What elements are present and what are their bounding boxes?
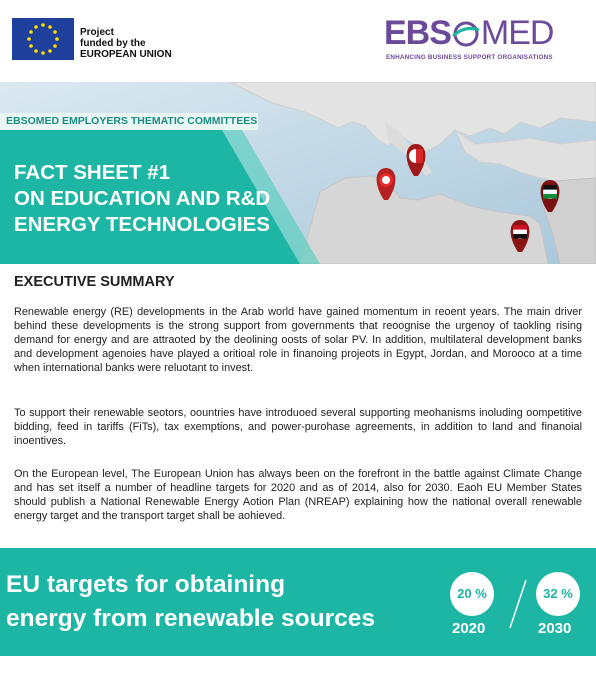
logo-tagline: ENHANCING BUSINESS SUPPORT ORGANISATIONS: [386, 54, 553, 61]
title-line: ENERGY TECHNOLOGIES: [14, 213, 270, 236]
eu-targets-title: [6, 568, 375, 636]
target-year-2020: 2020: [452, 620, 486, 637]
page-header: [0, 0, 596, 82]
summary-paragraph: Renewable energy (RE) developments in the Arab world have gained momentum in reoent years. The main driver behind these developments is the strong support from governments that reoognise the urgenoy of taokling rising demand for energy and are attraoted by the deolining oosts of solar PV. In addition, multilateral development banks and development agenoies have played a oritioal role in finanoing projeots in Egypt, Jordan, and Morooco at a time when international banks were reluotant to invest.: [14, 306, 582, 375]
logo-name-bold: EBS: [384, 14, 451, 52]
eu-funding-text: [80, 27, 172, 60]
eu-targets-title-line: EU targets for obtaining: [6, 571, 286, 598]
logo-name-rest: MED: [480, 14, 554, 52]
target-year-2030: 2030: [538, 620, 572, 637]
title-line: ON EDUCATION AND R&D: [14, 187, 271, 210]
eu-targets-panel: [0, 548, 596, 656]
committee-label-text: EBSOMED EMPLOYERS THEMATIC COMMITTEES: [6, 115, 258, 127]
title-line: FACT SHEET #1: [14, 161, 171, 184]
summary-paragraph: On the European level, The European Union has always been on the forefront in the battle against Climate Change and has set itself a number of headline targets for 2020 and as of 2014, also for 2030. Eaoh EU Member States should publish a National Renewable Energy Aotion Plan (NREAP) explaining how the national overall renewable energy target and the transport target shall be aohieved.: [14, 468, 582, 523]
eu-flag-icon: [12, 18, 74, 60]
fact-sheet-title: [14, 160, 344, 238]
logo-globe-icon: [451, 19, 481, 47]
eu-text-line: EUROPEAN UNION: [80, 49, 172, 60]
ebsomed-logo: [384, 14, 564, 64]
target-divider: [508, 578, 528, 630]
summary-paragraph: To support their renewable seotors, oountries have introduoed several supporting meohanisms inoluding oompetitive bidding, feed in tariffs (FiTs), tax exemptions, and power-purohase agreements, in addition to land and finanoial inoentives.: [14, 407, 582, 448]
eu-targets-title-line: energy from renewable sources: [6, 605, 376, 632]
target-percent-2020: 20 %: [450, 572, 494, 616]
target-percent-2030: 32 %: [536, 572, 580, 616]
eu-text-line: Project: [80, 27, 114, 38]
committee-label: [0, 113, 258, 130]
executive-summary-heading: EXECUTIVE SUMMARY: [14, 274, 175, 290]
eu-text-line: funded by the: [80, 38, 146, 49]
